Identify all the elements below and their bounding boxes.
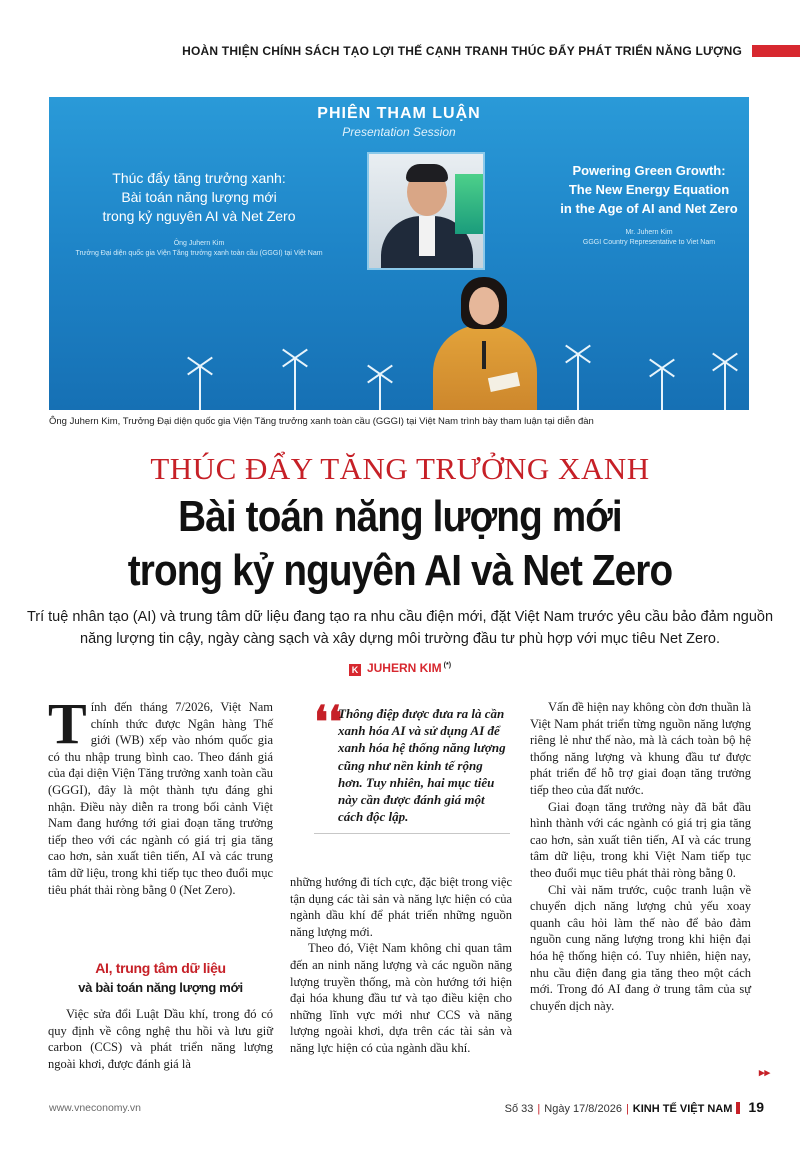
subheading-red: AI, trung tâm dữ liệu — [95, 960, 226, 976]
footer-date: Ngày 17/8/2026 — [544, 1103, 622, 1115]
photo-right-speaker — [549, 228, 749, 248]
column-3-paragraph-1: Vấn đề hiện nay không còn đơn thuần là Việt Nam phát triển từng nguồn năng lượng riêng lẻ như thế nào, mà là cách toàn bộ hệ thống năng lượng và khung đầu tư được phát triển để hỗ trợ giai đoạn tăng trưởng tiếp theo của đất nước. — [530, 700, 751, 797]
footer-separator: | — [625, 1103, 629, 1115]
photo-left-role: Trưởng Đại diện quốc gia Viện Tăng trưởng xanh toàn cầu (GGGI) tại Việt Nam — [75, 250, 323, 257]
wind-turbine-icon — [294, 359, 296, 410]
photo-caption: Ông Juhern Kim, Trưởng Đại diện quốc gia Viện Tăng trưởng xanh toàn cầu (GGGI) tại Việt Nam trình bày tham luận tại diễn đàn — [49, 416, 594, 427]
column-1 — [48, 691, 273, 898]
wind-turbine-icon — [199, 367, 201, 410]
portrait-hair — [406, 164, 448, 182]
microphone-icon — [482, 341, 486, 369]
byline — [0, 661, 800, 676]
photo-right-role: GGGI Country Representative to Viet Nam — [582, 239, 716, 246]
wind-turbine-icon — [724, 363, 726, 410]
author-badge-icon: K — [349, 664, 361, 676]
continue-arrows-icon: ▸▸ — [759, 1067, 771, 1079]
lead-photo — [49, 97, 749, 410]
column-2 — [290, 874, 512, 1057]
column-3-paragraph-2: Giai đoạn tăng trưởng này đã bắt đầu hình thành với các ngành có giá trị gia tăng cao hơn, sản xuất tiên tiến, AI và các trung tâm dữ liệu, trong khi Việt Nam tiếp tục theo đuổi mục tiêu phát thải ròng bằng 0. — [530, 799, 751, 880]
footer-separator: | — [537, 1103, 541, 1115]
photo-right-name: Mr. Juhern Kim — [625, 229, 673, 236]
wind-turbine-icon — [577, 355, 579, 410]
column-3-paragraph-3: Chỉ vài năm trước, cuộc tranh luận về chuyển dịch năng lượng chủ yếu xoay quanh câu hỏi làm thế nào để bảo đảm nguồn cung năng lượng trong khi hiện đại hóa hệ thống hiện có. Tuy nhiên, hiện nay, nhu cầu điện đang gia tăng theo một cách mới. Trong đó AI đang ở trung tâm của sự chuyển dịch này. — [530, 882, 751, 1013]
header-accent-bar — [752, 45, 800, 57]
article-title-line-1: Bài toán năng lượng mới — [178, 492, 622, 541]
quote-mark-icon: ❛❛ — [314, 698, 343, 747]
footer-website[interactable]: www.vneconomy.vn — [49, 1102, 142, 1114]
column-3 — [530, 699, 751, 1014]
footer-accent-block — [736, 1102, 740, 1114]
photo-left-title: Thúc đẩy tăng trưởng xanh: Bài toán năng lượng mới trong kỷ nguyên AI và Net Zero — [102, 170, 296, 224]
pull-quote: Thông điệp được đưa ra là cần xanh hóa AI và sử dụng AI để xanh hóa hệ thống năng lượng cũng như nền kinh tế rộng hơn. Tuy nhiên, hai mục tiêu này cần được đánh giá một cách độc lập. — [338, 706, 506, 825]
column-1-paragraph-2: Việc sửa đổi Luật Dầu khí, trong đó có quy định về công nghệ thu hồi và lưu giữ carbon (CCS) và phát triển năng lượng ngoài khơi, được đánh giá là — [48, 1007, 273, 1071]
pull-quote-divider — [314, 833, 510, 834]
footer-magazine: KINH TẾ VIỆT NAM — [632, 1103, 733, 1115]
article-lead: Trí tuệ nhân tạo (AI) và trung tâm dữ liệu đang tạo ra nhu cầu điện mới, đặt Việt Nam trước yêu cầu bảo đảm nguồn năng lượng tin cậy, ngày càng sạch và xây dựng môi trường đầu tư phù hợp với mục tiêu Net Zero. — [26, 609, 774, 647]
wind-turbine-icon — [379, 375, 381, 410]
author-footnote-mark: (*) — [443, 662, 452, 669]
article-title-line-2: trong kỷ nguyên AI và Net Zero — [127, 546, 673, 595]
author-name: JUHERN KIM — [366, 661, 442, 675]
gggi-logo-mark — [455, 174, 483, 234]
photo-left-speaker — [49, 239, 349, 259]
section-title: HOÀN THIỆN CHÍNH SÁCH TẠO LỢI THẾ CẠNH TRANH THÚC ĐẨY PHÁT TRIỂN NĂNG LƯỢNG — [182, 44, 742, 58]
article-kicker: THÚC ĐẨY TĂNG TRƯỞNG XANH — [150, 451, 650, 486]
portrait-shirt — [419, 216, 435, 256]
running-header — [0, 40, 800, 64]
footer-issue-info — [505, 1099, 764, 1115]
photo-left-name: Ông Juhern Kim — [173, 240, 225, 247]
footer-issue: Số 33 — [504, 1103, 534, 1115]
column-1-paragraph-1: ính đến tháng 7/2026, Việt Nam chính thức được Ngân hàng Thế giới (WB) xếp vào nhóm quốc gia có thu nhập trung bình cao. Theo đánh giá của đại diện Viện Tăng trưởng xanh toàn cầu (GGGI), đây là một thành tựu đáng ghi nhận. Điều này diễn ra trong bối cảnh Việt Nam đang hướng tới giai đoạn tăng trưởng tiếp theo với các ngành có giá trị gia tăng cao hơn, sản xuất tiên tiến, AI và các trung tâm dữ liệu, trong khi tiếp tục theo đuổi mục tiêu phát thải ròng bằng 0 (Net Zero). — [48, 700, 273, 897]
photo-right-title: Powering Green Growth: The New Energy Equation in the Age of AI and Net Zero — [560, 163, 738, 216]
wind-turbine-icon — [661, 369, 663, 410]
page-number: 19 — [748, 1099, 764, 1115]
speaker-portrait-screen — [367, 152, 485, 270]
column-1-continued — [48, 1006, 273, 1072]
photo-session-subtitle: Presentation Session — [342, 125, 456, 139]
subheading-black: và bài toán năng lượng mới — [78, 980, 243, 995]
column-2-paragraph-2: Theo đó, Việt Nam không chỉ quan tâm đến an ninh năng lượng và các nguồn năng lượng truyền thống, mà còn hướng tới hiện đại hóa khung đầu tư và tạo điều kiện cho những lĩnh vực mới như CCS và năng lượng ngoài khơi, dựa trên các tài sản và năng lực hiện có của ngành dầu khí. — [290, 941, 512, 1055]
column-2-paragraph-1: những hướng đi tích cực, đặc biệt trong việc tận dụng các tài sản và năng lực hiện có của ngành dầu khí để phát triển những nguồn năng lượng mới. — [290, 875, 512, 939]
drop-cap: T — [48, 691, 87, 756]
article-title — [48, 490, 752, 598]
presenter-face — [469, 287, 499, 325]
photo-session-title: PHIÊN THAM LUẬN — [317, 105, 481, 122]
